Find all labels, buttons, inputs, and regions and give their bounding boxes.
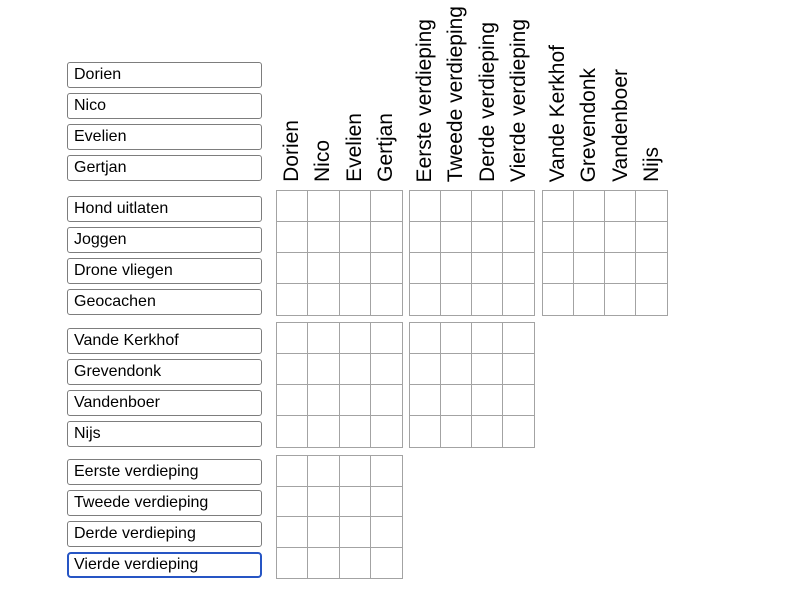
input-nico[interactable]	[67, 93, 262, 119]
grid-cell[interactable]	[441, 253, 472, 284]
grid-cell[interactable]	[410, 191, 441, 222]
column-header	[542, 0, 574, 182]
grid-cell[interactable]	[371, 284, 402, 315]
grid-cell[interactable]	[410, 284, 441, 315]
grid-cell[interactable]	[340, 548, 371, 579]
grid-cell[interactable]	[605, 284, 636, 315]
grid-cell[interactable]	[441, 385, 472, 416]
grid-cell[interactable]	[371, 323, 402, 354]
grid-cell[interactable]	[503, 284, 534, 315]
grid-cell[interactable]	[472, 323, 503, 354]
grid-cell[interactable]	[277, 222, 308, 253]
grid-cell[interactable]	[277, 416, 308, 447]
grid-block-activities-surnames	[542, 190, 668, 316]
column-headers-surnames	[542, 0, 668, 182]
grid-cell[interactable]	[472, 222, 503, 253]
grid-cell[interactable]	[636, 191, 667, 222]
grid-cell[interactable]	[277, 517, 308, 548]
grid-cell[interactable]	[441, 416, 472, 447]
grid-cell[interactable]	[340, 416, 371, 447]
grid-block-surnames-floors	[409, 322, 535, 448]
input-vande-kerkhof[interactable]	[67, 328, 262, 354]
grid-cell[interactable]	[340, 284, 371, 315]
input-drone-vliegen[interactable]	[67, 258, 262, 284]
column-header	[371, 0, 403, 182]
input-vierde-verdieping[interactable]	[67, 552, 262, 578]
grid-cell[interactable]	[543, 191, 574, 222]
grid-cell[interactable]	[340, 385, 371, 416]
grid-cell[interactable]	[277, 548, 308, 579]
grid-cell[interactable]	[503, 222, 534, 253]
grid-cell[interactable]	[472, 253, 503, 284]
grid-cell[interactable]	[371, 456, 402, 487]
grid-cell[interactable]	[371, 354, 402, 385]
column-headers-floors	[409, 0, 535, 182]
input-geocachen[interactable]	[67, 289, 262, 315]
grid-cell[interactable]	[441, 191, 472, 222]
column-header-grevendonk: Grevendonk	[577, 67, 601, 182]
input-gertjan[interactable]	[67, 155, 262, 181]
grid-cell[interactable]	[503, 191, 534, 222]
grid-cell[interactable]	[543, 284, 574, 315]
grid-cell[interactable]	[410, 222, 441, 253]
grid-cell[interactable]	[308, 456, 339, 487]
column-header-nico: Nico	[311, 139, 335, 182]
grid-cell[interactable]	[574, 284, 605, 315]
grid-block-floors-people	[276, 455, 403, 579]
grid-cell[interactable]	[410, 354, 441, 385]
column-header-derde-verdieping: Derde verdieping	[475, 22, 499, 182]
grid-cell[interactable]	[308, 191, 339, 222]
grid-cell[interactable]	[605, 191, 636, 222]
grid-cell[interactable]	[371, 416, 402, 447]
grid-cell[interactable]	[340, 222, 371, 253]
column-header-nijs: Nijs	[640, 147, 664, 182]
grid-cell[interactable]	[472, 284, 503, 315]
input-joggen[interactable]	[67, 227, 262, 253]
grid-cell[interactable]	[472, 385, 503, 416]
grid-cell[interactable]	[308, 517, 339, 548]
grid-cell[interactable]	[340, 323, 371, 354]
grid-cell[interactable]	[441, 354, 472, 385]
column-header	[574, 0, 606, 182]
column-headers-people	[276, 0, 402, 182]
grid-block-activities-floors	[409, 190, 535, 316]
grid-cell[interactable]	[308, 354, 339, 385]
grid-cell[interactable]	[636, 253, 667, 284]
grid-cell[interactable]	[503, 253, 534, 284]
column-header-evelien: Evelien	[342, 113, 366, 182]
column-header-vierde-verdieping: Vierde verdieping	[507, 18, 531, 182]
grid-cell[interactable]	[605, 253, 636, 284]
grid-cell[interactable]	[277, 385, 308, 416]
input-tweede-verdieping[interactable]	[67, 490, 262, 516]
grid-cell[interactable]	[636, 284, 667, 315]
grid-cell[interactable]	[340, 487, 371, 518]
grid-cell[interactable]	[277, 354, 308, 385]
column-header	[441, 0, 473, 182]
grid-cell[interactable]	[340, 253, 371, 284]
grid-cell[interactable]	[340, 191, 371, 222]
column-header-dorien: Dorien	[279, 120, 303, 182]
column-header	[409, 0, 441, 182]
grid-cell[interactable]	[472, 416, 503, 447]
column-header-vande-kerkhof: Vande Kerkhof	[545, 44, 569, 182]
column-header	[339, 0, 371, 182]
grid-cell[interactable]	[308, 222, 339, 253]
grid-cell[interactable]	[308, 253, 339, 284]
grid-cell[interactable]	[543, 222, 574, 253]
column-header-tweede-verdieping: Tweede verdieping	[444, 5, 468, 182]
grid-cell[interactable]	[371, 191, 402, 222]
grid-cell[interactable]	[472, 191, 503, 222]
grid-cell[interactable]	[371, 222, 402, 253]
grid-cell[interactable]	[371, 487, 402, 518]
grid-cell[interactable]	[308, 323, 339, 354]
grid-cell[interactable]	[410, 416, 441, 447]
input-nijs[interactable]	[67, 421, 262, 447]
grid-cell[interactable]	[340, 354, 371, 385]
column-header	[637, 0, 669, 182]
grid-cell[interactable]	[503, 385, 534, 416]
grid-cell[interactable]	[410, 385, 441, 416]
input-eerste-verdieping[interactable]	[67, 459, 262, 485]
grid-cell[interactable]	[441, 222, 472, 253]
grid-cell[interactable]	[277, 191, 308, 222]
grid-cell[interactable]	[371, 548, 402, 579]
column-header-gertjan: Gertjan	[374, 113, 398, 182]
grid-cell[interactable]	[308, 548, 339, 579]
grid-cell[interactable]	[371, 385, 402, 416]
input-dorien[interactable]	[67, 62, 262, 88]
column-header-eerste-verdieping: Eerste verdieping	[412, 18, 436, 182]
grid-cell[interactable]	[308, 284, 339, 315]
input-grevendonk[interactable]	[67, 359, 262, 385]
grid-cell[interactable]	[410, 323, 441, 354]
grid-cell[interactable]	[605, 222, 636, 253]
column-header-vandenboer: Vandenboer	[608, 69, 632, 182]
grid-cell[interactable]	[472, 354, 503, 385]
grid-cell[interactable]	[340, 456, 371, 487]
grid-cell[interactable]	[574, 222, 605, 253]
grid-cell[interactable]	[574, 253, 605, 284]
grid-cell[interactable]	[277, 284, 308, 315]
grid-cell[interactable]	[308, 487, 339, 518]
grid-cell[interactable]	[503, 354, 534, 385]
grid-cell[interactable]	[308, 416, 339, 447]
input-derde-verdieping[interactable]	[67, 521, 262, 547]
grid-cell[interactable]	[308, 385, 339, 416]
input-evelien[interactable]	[67, 124, 262, 150]
grid-cell[interactable]	[340, 517, 371, 548]
input-vandenboer[interactable]	[67, 390, 262, 416]
column-header	[276, 0, 308, 182]
grid-cell[interactable]	[574, 191, 605, 222]
grid-cell[interactable]	[503, 323, 534, 354]
input-hond-uitlaten[interactable]	[67, 196, 262, 222]
column-header	[308, 0, 340, 182]
grid-cell[interactable]	[410, 253, 441, 284]
grid-cell[interactable]	[277, 487, 308, 518]
grid-cell[interactable]	[503, 416, 534, 447]
column-header	[605, 0, 637, 182]
column-header	[472, 0, 504, 182]
grid-cell[interactable]	[277, 456, 308, 487]
grid-block-surnames-people	[276, 322, 403, 448]
grid-cell[interactable]	[371, 253, 402, 284]
grid-cell[interactable]	[277, 323, 308, 354]
column-header	[504, 0, 536, 182]
grid-cell[interactable]	[441, 284, 472, 315]
grid-cell[interactable]	[636, 222, 667, 253]
grid-block-activities-people	[276, 190, 403, 316]
grid-cell[interactable]	[277, 253, 308, 284]
grid-cell[interactable]	[441, 323, 472, 354]
grid-cell[interactable]	[543, 253, 574, 284]
grid-cell[interactable]	[371, 517, 402, 548]
